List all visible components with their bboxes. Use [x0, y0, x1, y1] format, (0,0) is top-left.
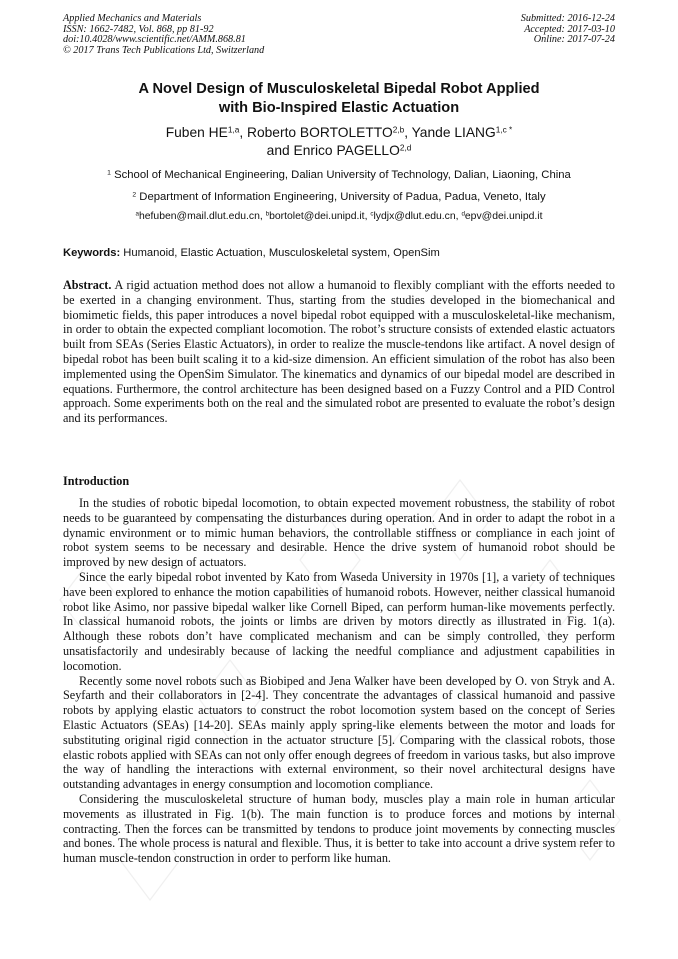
author-list: [63, 124, 615, 160]
affiliation-1-text: School of Mechanical Engineering, Dalian University of Technology, Dalian, Liaoning, China: [110, 169, 571, 181]
author-pagello: Enrico PAGELLO: [293, 143, 400, 158]
affiliation-1: [63, 168, 615, 182]
title-line-2: with Bio-Inspired Elastic Actuation: [218, 99, 460, 116]
keywords-text: Humanoid, Elastic Actuation, Musculoskeletal system, OpenSim: [120, 247, 440, 259]
abstract-label: Abstract.: [63, 278, 112, 292]
author-he-sup: 1,a: [227, 125, 240, 135]
online-date: Online: 2017-07-24: [533, 34, 615, 46]
section-heading-introduction: Introduction: [63, 474, 130, 488]
email-sup: d: [461, 210, 465, 218]
accepted-date: Accepted: 2017-03-10: [524, 23, 615, 35]
title-line-1: A Novel Design of Musculoskeletal Bipedal Robot Applied: [138, 81, 540, 97]
abstract: [63, 278, 615, 426]
affiliation-2-sup: 2: [132, 191, 137, 199]
intro-paragraph-2: Since the early bipedal robot invented by Kato from Waseda University in 1970s [1], a variety of techniques have been explored to enhance the motion capabilities of humanoid robots. However, neither classical humanoid robot like Asimo, nor passive bipedal walker like Cornell Biped, can perform human-like movements perfectly. In classical humanoid robots, the joints or limbs are driven by motors directly as illustrated in Fig. 1(a). Although these robots don’t have complicated mechanism and can be simply controlled, they perform unsatisfactorily and undesirably because of lacking the needful compliance and adjustment capabilities in locomotion.: [63, 569, 615, 673]
author-bortoletto-sup: 2,b: [392, 125, 405, 135]
keywords: [63, 246, 615, 260]
email-pagello: epv@dei.unipd.it: [464, 211, 543, 222]
author-liang-sup: 1,c *: [495, 125, 513, 135]
journal-info: [63, 14, 264, 56]
author-emails: [63, 210, 615, 224]
email-liang: lydjx@dlut.edu.cn,: [373, 211, 462, 222]
author-pagello-sup: 2,d: [399, 143, 412, 153]
journal-issn: ISSN: 1662-7482, Vol. 868, pp 81-92: [63, 23, 214, 35]
abstract-text: A rigid actuation method does not allow a humanoid to flexibly compliant with the efforts needed to be exerted in a changing environment. Thus, starting from the studies developed in the biomechanical and biomimetic fields, this paper introduces a novel bipedal robot equipped with a musculoskeletal-like mechanism, in order to obtain the expected compliant locomotion. The robot’s structure consists of extended elastic actuators built from SEAs (Series Elastic Actuators), in order to realize the muscle-tendons like artifact. A novel design of bipedal robot has been built scaling it to a kid-size dimension. An efficient simulation of the robot has also been implemented using the OpenSim Simulator. The kinematics and dynamics of our bipedal model are described in equations. Furthermore, the control architecture has been designed based on a Fuzzy Control and a PID Control approach. Some experiments both on the real and the simulated robot are presented to evaluate the robot’s design and its performances.: [63, 278, 615, 426]
email-sup: b: [265, 210, 270, 218]
abstract-paragraph: [63, 278, 615, 426]
affiliation-2: [63, 190, 615, 204]
email-he: hefuben@mail.dlut.edu.cn,: [138, 211, 266, 222]
authors-line-2: [63, 142, 615, 160]
submission-dates: [521, 14, 615, 46]
author-bortoletto: Roberto BORTOLETTO: [247, 125, 393, 140]
author-sep: ,: [239, 125, 247, 140]
author-and: and: [266, 143, 294, 158]
intro-paragraph-3: Recently some novel robots such as Biobiped and Jena Walker have been developed by O. von Stryk and A. Seyfarth and their collaborators in [2-4]. They concentrate the advantages of classical humanoid and passive robots by applying elastic actuators to construct the robot locomotion system based on the concept of Series Elastic Actuators (SEAs) [14-20]. SEAs mainly apply spring-like elements between the motor and loads for substituting original rigid connection in the actuator structure [5]. Comparing with the classical robots, those elastic robots applied with SEAs can not only offer enough degrees of freedom in various tasks, but also improve the way of handling the interactions with external environment, so their novel architectural designs have outstanding advantages in energy consumption and locomotion compliance.: [63, 673, 615, 792]
intro-paragraph-1: In the studies of robotic bipedal locomotion, to obtain expected movement robustness, the stability of robot needs to be guaranteed by compensating the disturbances during operation. And in order to adapt the robot in a dynamic environment or to mimic human behaviors, the controllable stiffness or compliance in each joint of robot system seems to be necessary and desirable. Hence the drive system of humanoid robot should be improved by new design of actuators.: [63, 496, 615, 570]
affiliation-1-sup: 1: [107, 169, 111, 177]
email-bortoletto: bortolet@dei.unipd.it,: [269, 211, 371, 222]
email-sup: a: [135, 210, 139, 218]
authors-line-1: [63, 124, 615, 142]
journal-doi: doi:10.4028/www.scientific.net/AMM.868.81: [63, 34, 246, 46]
author-he: Fuben HE: [165, 125, 228, 140]
introduction-body: [63, 496, 615, 866]
journal-copyright: © 2017 Trans Tech Publications Ltd, Switzerland: [63, 44, 265, 56]
paper-title: [63, 80, 615, 117]
affiliation-2-text: Department of Information Engineering, University of Padua, Padua, Veneto, Italy: [136, 191, 546, 203]
author-sep: ,: [404, 125, 412, 140]
journal-name: Applied Mechanics and Materials: [63, 13, 202, 24]
intro-paragraph-4: Considering the musculoskeletal structure of human body, muscles play a main role in human articular movements as illustrated in Fig. 1(b). The main function is to produce forces and motions by internal contracting. Then the forces can be transmitted by tendons to produce joint movements by connecting muscles and bones. The whole process is natural and flexible. Thus, it is better to take into account a drive system refer to human muscle-tendon construction in order to perform like human.: [63, 791, 615, 866]
keywords-label: Keywords:: [63, 247, 121, 259]
submitted-date: Submitted: 2016-12-24: [520, 13, 615, 24]
email-sup: c: [370, 210, 374, 218]
author-liang: Yande LIANG: [411, 125, 496, 140]
